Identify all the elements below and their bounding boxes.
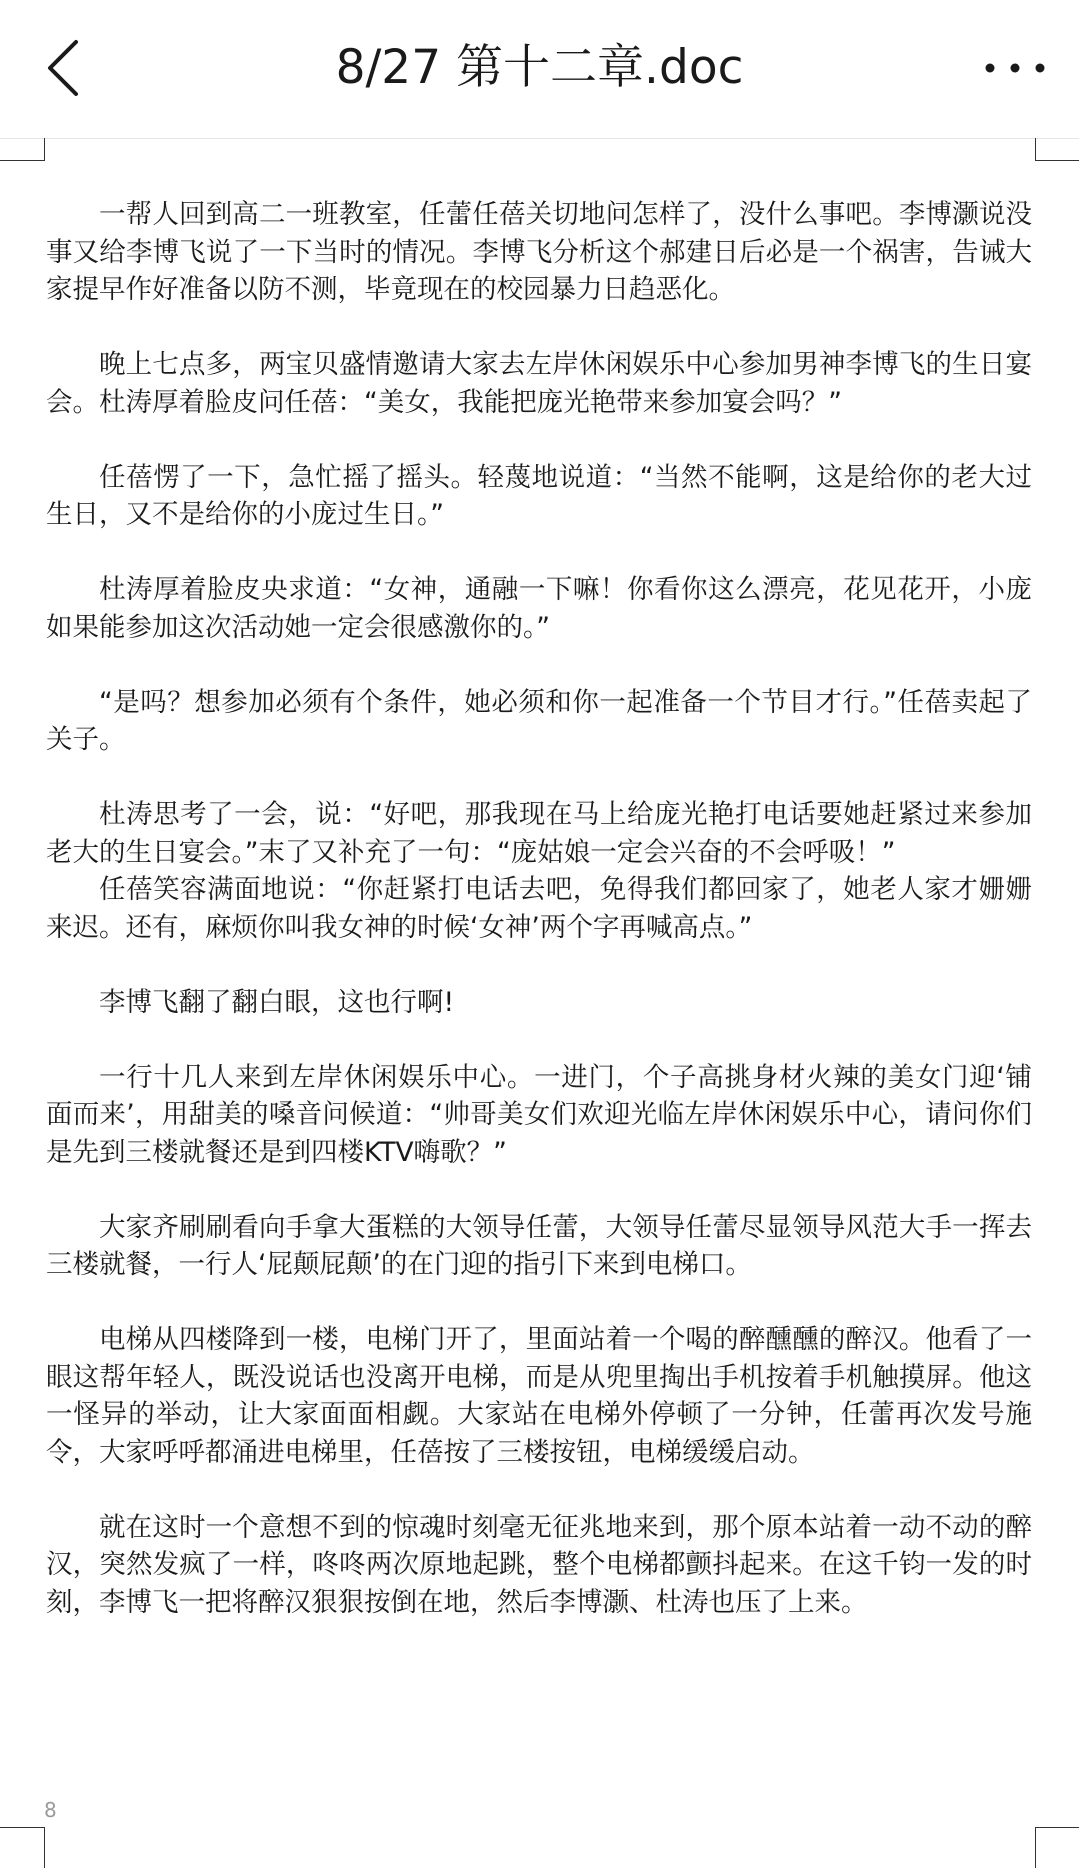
page-corner-mark <box>1035 1827 1079 1868</box>
paragraph: 杜涛思考了一会，说：“好吧，那我现在马上给庞光艳打电话要她赶紧过来参加老大的生日宴会。”末了又补充了一句：“庞姑娘一定会兴奋的不会呼吸！” <box>46 799 1032 868</box>
page-corner-mark <box>1035 138 1079 161</box>
paragraph: 李博飞翻了翻白眼，这也行啊! <box>99 986 455 1018</box>
back-button[interactable] <box>38 36 102 100</box>
document-title: 8/27 第十二章.doc <box>335 40 744 95</box>
more-options-button[interactable] <box>980 44 1050 92</box>
page-corner-mark <box>0 1827 45 1868</box>
paragraph: 任蓓笑容满面地说：“你赶紧打电话去吧，免得我们都回家了，她老人家才姗姗来迟。还有，麻烦你叫我女神的时候‘女神’两个字再喊高点。” <box>46 874 1032 943</box>
paragraph: 任蓓愣了一下，急忙摇了摇头。轻蔑地说道：“当然不能啊，这是给你的老大过生日，又不是给你的小庞过生日。” <box>46 461 1032 530</box>
more-horizontal-icon <box>980 44 1050 92</box>
page-number: 8 <box>44 1798 57 1822</box>
paragraph: 一行十几人来到左岸休闲娱乐中心。一进门，个子高挑身材火辣的美女门迎‘铺面而来’，用甜美的嗓音问候道：“帅哥美女们欢迎光临左岸休闲娱乐中心，请问你们是先到三楼就餐还是到四楼KTV嗨歌？” <box>46 1061 1032 1168</box>
paragraph: 大家齐刷刷看向手拿大蛋糕的大领导任蕾，大领导任蕾尽显领导风范大手一挥去三楼就餐，一行人‘屁颠屁颠’的在门迎的指引下来到电梯口。 <box>46 1211 1032 1280</box>
document-body <box>46 196 1032 1659</box>
chevron-left-icon <box>38 36 102 100</box>
top-bar <box>0 0 1079 139</box>
paragraph: 杜涛厚着脸皮央求道：“女神，通融一下嘛！你看你这么漂亮，花见花开，小庞如果能参加这次活动她一定会很感激你的。” <box>46 574 1032 643</box>
page-corner-mark <box>0 138 45 161</box>
paragraph: 就在这时一个意想不到的惊魂时刻毫无征兆地来到，那个原本站着一动不动的醉汉，突然发疯了一样，咚咚两次原地起跳，整个电梯都颤抖起来。在这千钧一发的时刻，李博飞一把将醉汉狠狠按倒在地，然后李博灏、杜涛也压了上来。 <box>46 1511 1032 1618</box>
paragraph: “是吗？想参加必须有个条件，她必须和你一起准备一个节目才行。”任蓓卖起了关子。 <box>46 686 1032 755</box>
paragraph: 晚上七点多，两宝贝盛情邀请大家去左岸休闲娱乐中心参加男神李博飞的生日宴会。杜涛厚着脸皮问任蓓：“美女，我能把庞光艳带来参加宴会吗？” <box>46 349 1032 418</box>
paragraph: 电梯从四楼降到一楼，电梯门开了，里面站着一个喝的醉醺醺的醉汉。他看了一眼这帮年轻人，既没说话也没离开电梯，而是从兜里掏出手机按着手机触摸屏。他这一怪异的举动，让大家面面相觑。大家站在电梯外停顿了一分钟，任蕾再次发号施令，大家呼呼都涌进电梯里，任蓓按了三楼按钮，电梯缓缓启动。 <box>46 1324 1032 1468</box>
paragraph: 一帮人回到高二一班教室，任蕾任蓓关切地问怎样了，没什么事吧。李博灏说没事又给李博飞说了一下当时的情况。李博飞分析这个郝建日后必是一个祸害，告诫大家提早作好准备以防不测，毕竟现在的校园暴力日趋恶化。 <box>46 199 1032 305</box>
